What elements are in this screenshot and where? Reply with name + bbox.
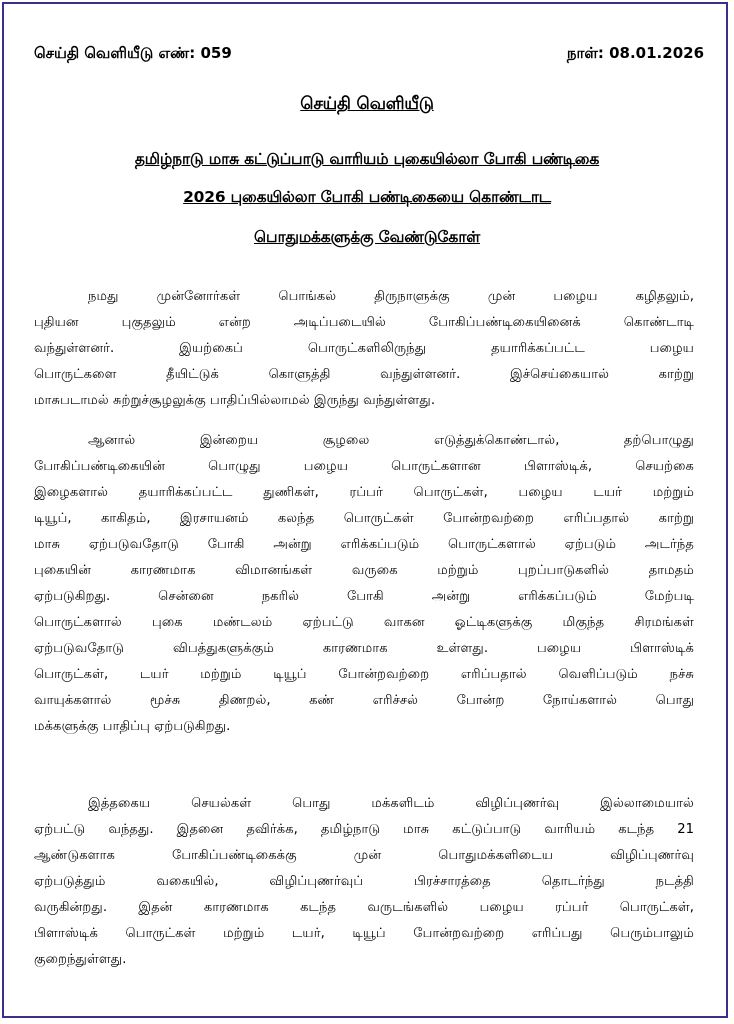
paragraph-3 [34, 791, 694, 973]
paragraph-line: மாசு ஏற்படுவதோடு போகி அன்று எரிக்கப்படும் பொருட்களால் ஏற்படும் அடர்ந்த [34, 537, 694, 552]
paragraph-line: டியூப், காகிதம், இரசாயனம் கலந்த பொருட்கள் போன்றவற்றை எரிப்பதால் காற்று [34, 511, 694, 526]
paragraph-line: நமது முன்னோர்கள் பொங்கல் திருநாளுக்கு முன் பழைய கழிதலும், [88, 289, 694, 304]
title-line-2: 2026 புகையில்லா போகி பண்டிகையை கொண்டாட [183, 188, 551, 206]
title-line-3: பொதுமக்களுக்கு வேண்டுகோள் [253, 228, 481, 246]
paragraph-line: புகையின் காரணமாக விமானங்கள் வருகை மற்றும் புறப்பாடுகளில் தாமதம் [34, 563, 694, 578]
paragraph-line: இத்தகைய செயல்கள் பொது மக்களிடம் விழிப்புணர்வு இல்லாமையால் [88, 796, 694, 811]
paragraph-line: ஏற்படுவதோடு விபத்துகளுக்கும் காரணமாக உள்ளது. பழைய பிளாஸ்டிக் [34, 641, 694, 656]
paragraph-line: போகிப்பண்டிகையின் பொழுது பழைய பொருட்களான பிளாஸ்டிக், செயற்கை [34, 459, 694, 474]
paragraph-line: வாயுக்களால் மூச்சு திணறல், கண் எரிச்சல் போன்ற நோய்களால் பொது [34, 693, 694, 708]
paragraph-line: பொருட்கள், டயர் மற்றும் டியூப் போன்றவற்றை எரிப்பதால் வெளிப்படும் நச்சு [34, 667, 694, 682]
paragraph-line: மக்களுக்கு பாதிப்பு ஏற்படுகிறது. [34, 719, 231, 734]
paragraph-line: வந்துள்ளனர். இயற்கைப் பொருட்களிலிருந்து தயாரிக்கப்பட்ட பழைய [34, 341, 694, 356]
paragraph-line: பொருட்களால் புகை மண்டலம் ஏற்பட்டு வாகன ஓட்டிகளுக்கு மிகுந்த சிரமங்கள் [34, 615, 694, 630]
paragraph-line: ஆண்டுகளாக போகிப்பண்டிகைக்கு முன் பொதுமக்களிடைய விழிப்புணர்வு [34, 848, 694, 863]
paragraph-line: வருகின்றது. இதன் காரணமாக கடந்த வருடங்களில் பழைய ரப்பர் பொருட்கள், [34, 900, 694, 915]
paragraph-line: ஏற்பட்டு வந்தது. இதனை தவிர்க்க, தமிழ்நாடு மாசு கட்டுப்பாடு வாரியம் கடந்த 21 [34, 822, 694, 837]
paragraph-line: மாசுபடாமல் சுற்றுச்சூழலுக்கு பாதிப்பில்லாமல் இருந்து வந்துள்ளது. [34, 393, 436, 408]
paragraph-line: புதியன புகுதலும் என்ற அடிப்படையில் போகிப்பண்டிகையினைக் கொண்டாடி [34, 315, 694, 330]
release-number: செய்தி வெளியீடு எண்: 059 [34, 44, 232, 62]
paragraph-line: ஆனால் இன்றைய சூழலை எடுத்துக்கொண்டால், தற்பொழுது [88, 433, 694, 448]
document-heading: செய்தி வெளியீடு [300, 94, 434, 114]
paragraph-1 [34, 284, 694, 414]
paragraph-line: இழைகளால் தயாரிக்கப்பட்ட துணிகள், ரப்பர் பொருட்கள், பழைய டயர் மற்றும் [34, 485, 694, 500]
paragraph-line: ஏற்படுத்தும் வகையில், விழிப்புணர்வுப் பிரச்சாரத்தை தொடர்ந்து நடத்தி [34, 874, 694, 889]
paragraph-2 [34, 428, 694, 740]
header-row [34, 44, 704, 64]
paragraph-line: ஏற்படுகிறது. சென்னை நகரில் போகி அன்று எரிக்கப்படும் மேற்படி [34, 589, 694, 604]
release-date: நாள்: 08.01.2026 [566, 44, 704, 62]
paragraph-line: பிளாஸ்டிக் பொருட்கள் மற்றும் டயர், டியூப் போன்றவற்றை எரிப்பது பெரும்பாலும் [34, 926, 694, 941]
paragraph-line: குறைந்துள்ளது. [34, 952, 127, 967]
title-line-1: தமிழ்நாடு மாசு கட்டுப்பாடு வாரியம் புகையில்லா போகி பண்டிகை [134, 150, 600, 168]
paragraph-line: பொருட்களை தீயிட்டுக் கொளுத்தி வந்துள்ளனர். இச்செய்கையால் காற்று [34, 367, 694, 382]
